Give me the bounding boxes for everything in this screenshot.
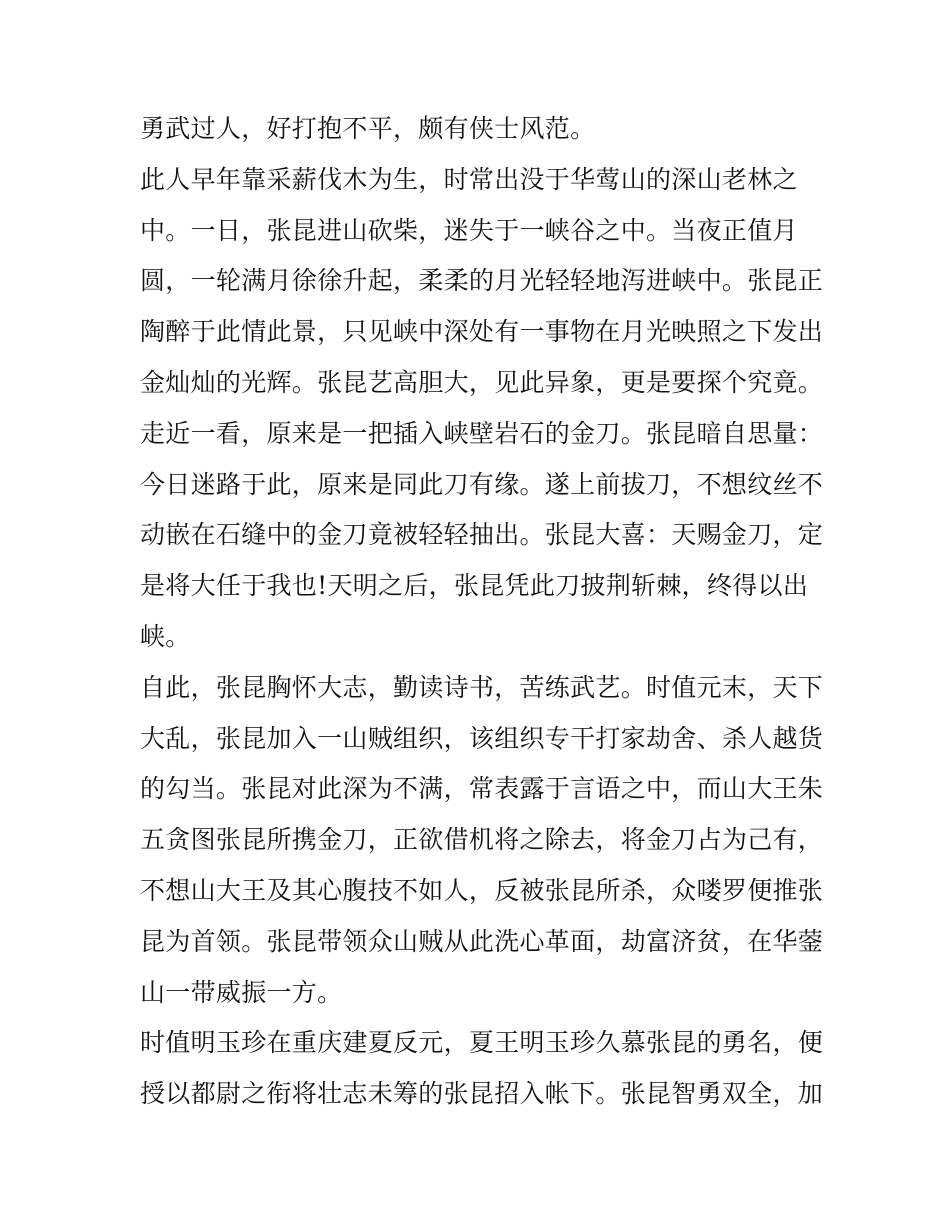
paragraph-4 <box>140 1018 824 1120</box>
text-line: 山一带威振一方。 <box>140 977 343 1007</box>
text-line: 昆为首领。张昆带领众山贼从此洗心革面，劫富济贫，在华蓥 <box>140 926 824 956</box>
text-line: 授以都尉之衔将壮志未筹的张昆招入帐下。张昆智勇双全，加 <box>140 1079 824 1109</box>
text-line: 的勾当。张昆对此深为不满，常表露于言语之中，而山大王朱 <box>140 774 824 804</box>
text-line: 自此，张昆胸怀大志，勤读诗书，苦练武艺。时值元末，天下 <box>140 672 824 702</box>
paragraph-3 <box>140 663 824 1019</box>
text-line: 勇武过人，好打抱不平，颇有侠士风范。 <box>140 114 596 143</box>
text-line: 此人早年靠采薪伐木为生，时常出没于华莺山的深山老林之 <box>140 164 798 194</box>
text-line: 走近一看，原来是一把插入峡壁岩石的金刀。张昆暗自思量： <box>140 418 824 448</box>
text-line: 动嵌在石缝中的金刀竟被轻轻抽出。张昆大喜：天赐金刀，定 <box>140 520 824 550</box>
text-line: 陶醉于此情此景，只见峡中深处有一事物在月光映照之下发出 <box>140 317 824 347</box>
text-line: 大乱，张昆加入一山贼组织，该组织专干打家劫舍、杀人越货 <box>140 723 824 753</box>
text-line: 五贪图张昆所携金刀，正欲借机将之除去，将金刀占为己有， <box>140 825 824 855</box>
text-line: 不想山大王及其心腹技不如人，反被张昆所杀，众喽罗便推张 <box>140 875 824 905</box>
text-line: 圆，一轮满月徐徐升起，柔柔的月光轻轻地泻进峡中。张昆正 <box>140 266 824 296</box>
text-line: 中。一日，张昆进山砍柴，迷失于一峡谷之中。当夜正值月 <box>140 215 798 245</box>
text-line: 今日迷路于此，原来是同此刀有缘。遂上前拔刀，不想纹丝不 <box>140 469 824 499</box>
paragraph-2 <box>140 155 824 663</box>
text-line: 是将大任于我也!天明之后，张昆凭此刀披荆斩棘，终得以出 <box>140 571 809 601</box>
document-body <box>140 104 824 1120</box>
text-line: 时值明玉珍在重庆建夏反元，夏王明玉珍久慕张昆的勇名，便 <box>140 1028 824 1058</box>
text-line: 峡。 <box>140 621 191 651</box>
text-line: 金灿灿的光辉。张昆艺高胆大，见此异象，更是要探个究竟。 <box>140 367 824 397</box>
paragraph-1 <box>140 104 820 155</box>
